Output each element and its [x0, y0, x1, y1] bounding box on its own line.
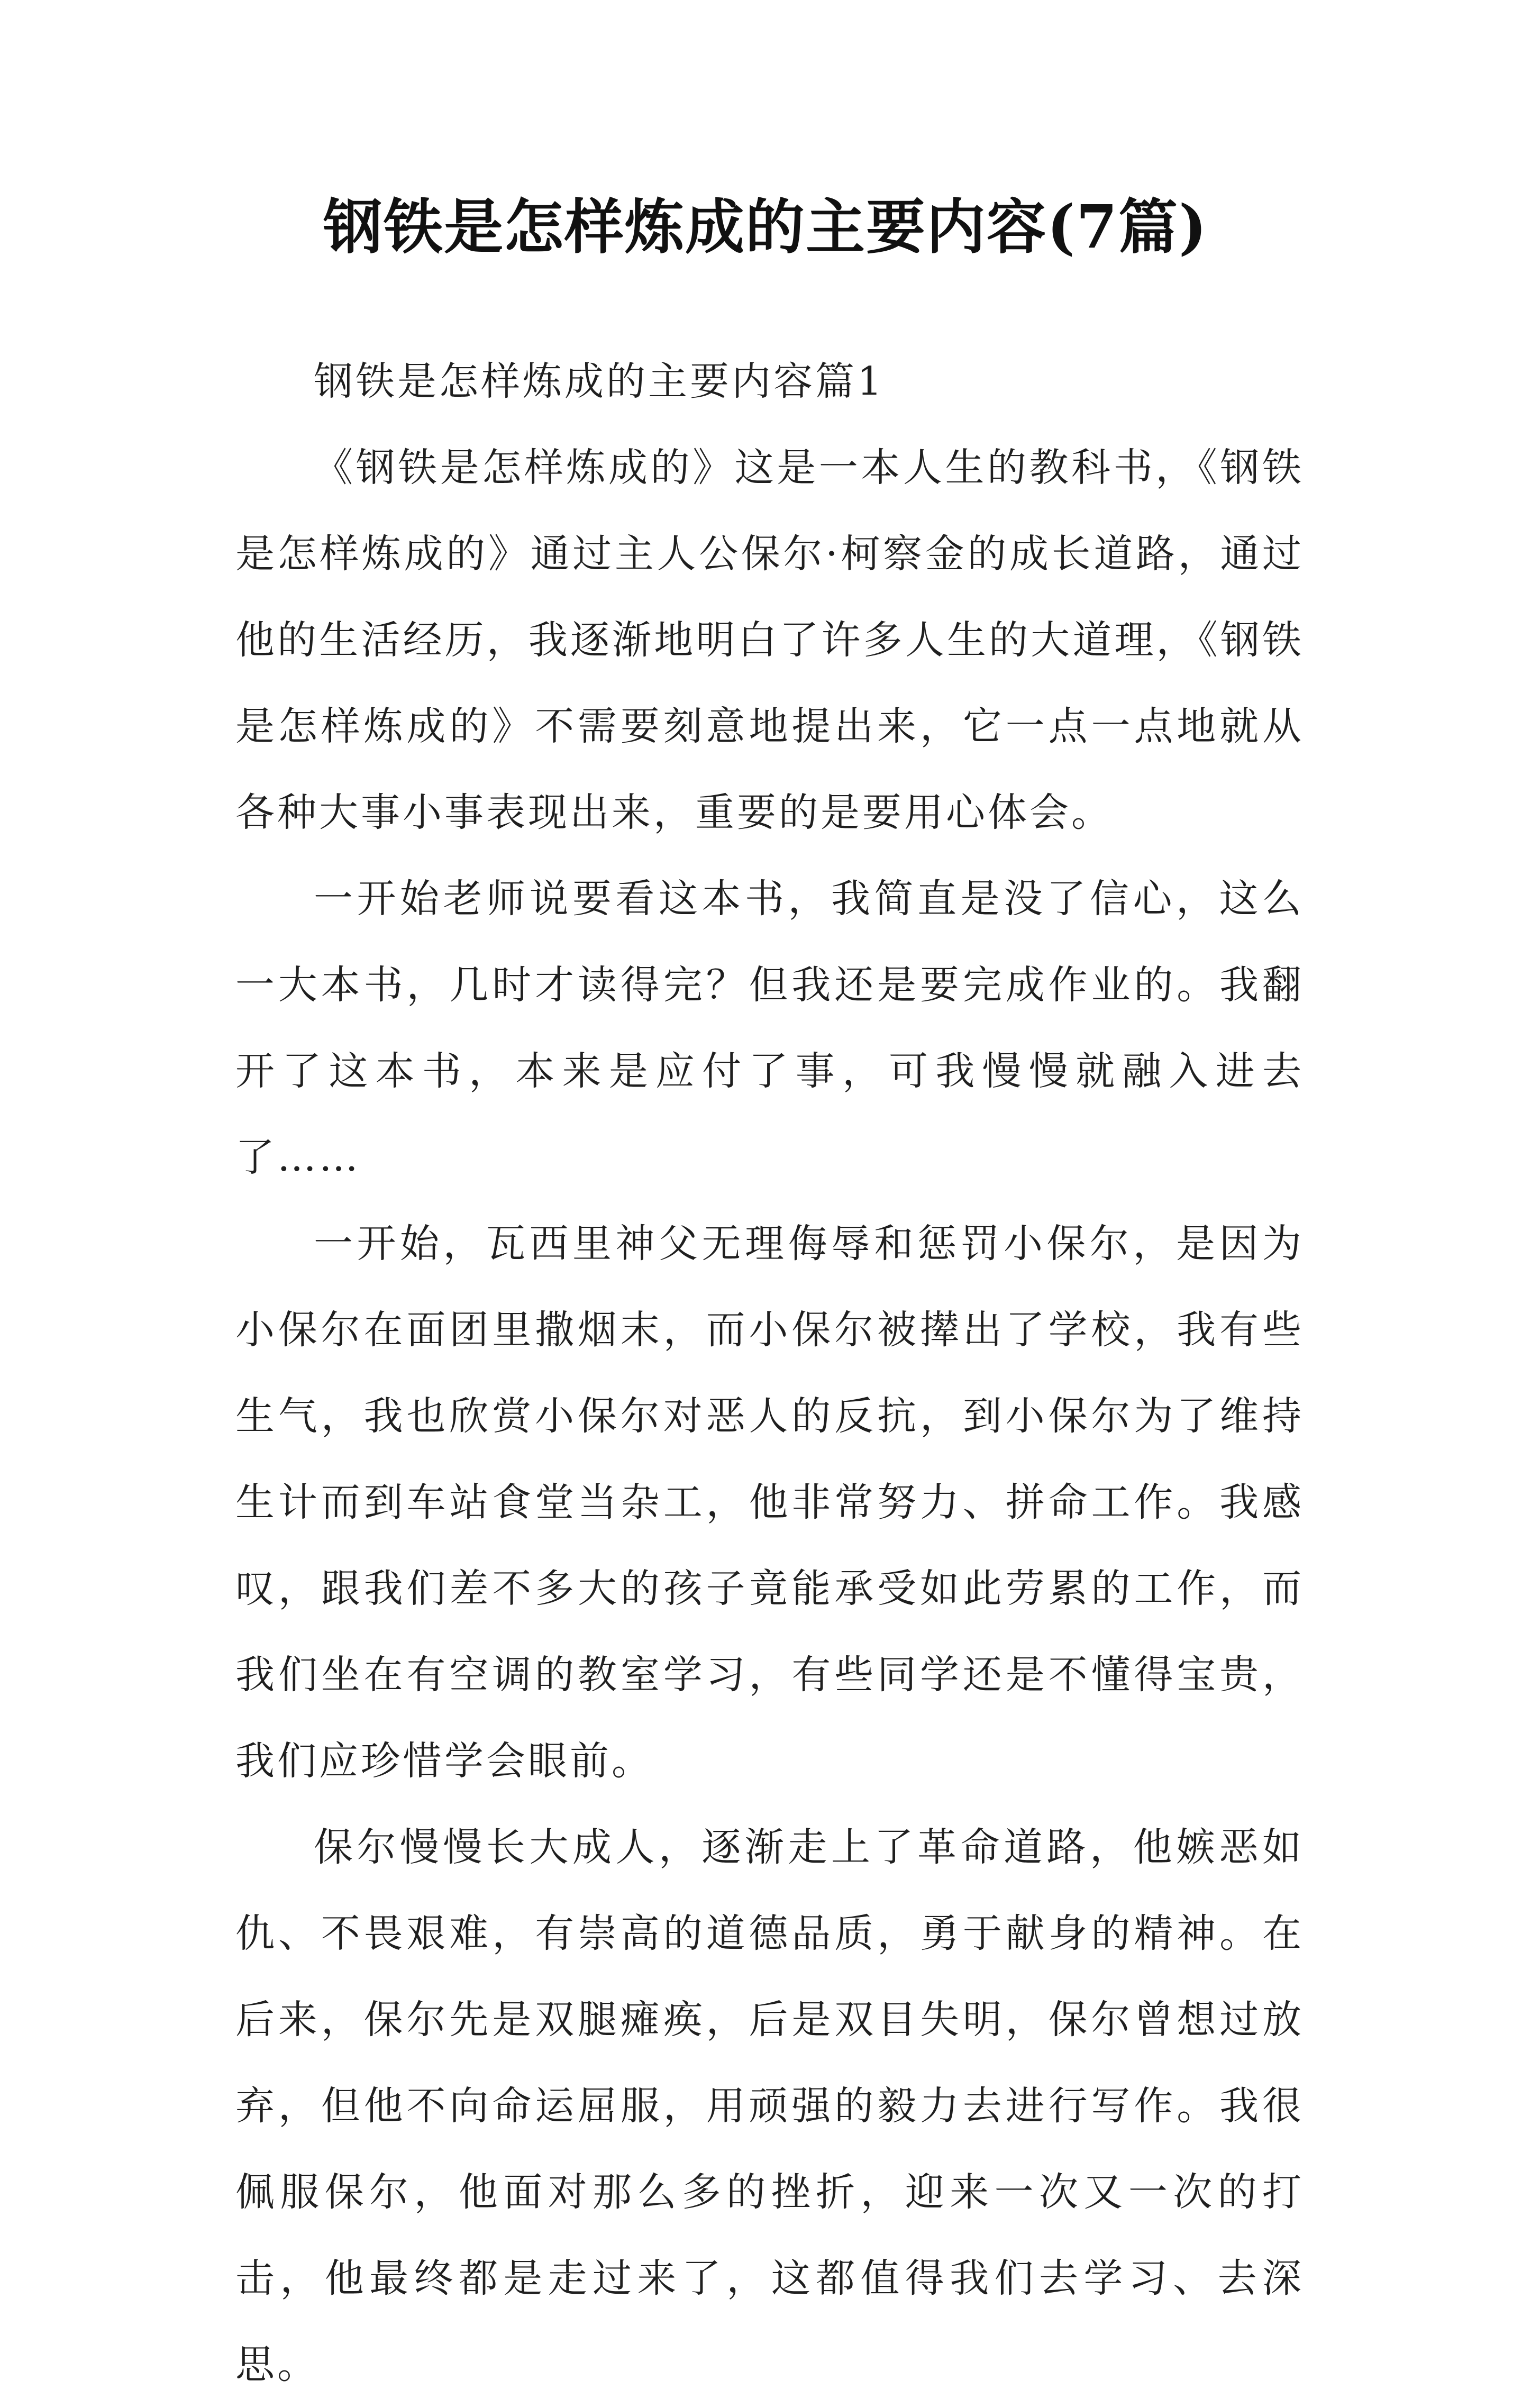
section-heading: 钢铁是怎样炼成的主要内容篇1 — [314, 359, 885, 404]
document-body — [235, 339, 1304, 2408]
paragraph-1: 《钢铁是怎样炼成的》这是一本人生的教科书，《钢铁是怎样炼成的》通过主人公保尔·柯察金的成长道路，通过他的生活经历，我逐渐地明白了许多人生的大道理，《钢铁是怎样炼成的》不需要刻意地提出来，它一点一点地就从各种大事小事表现出来，重要的是要用心体会。 — [235, 445, 1304, 835]
paragraph-3: 一开始，瓦西里神父无理侮辱和惩罚小保尔，是因为小保尔在面团里撒烟末，而小保尔被撵出了学校，我有些生气，我也欣赏小保尔对恶人的反抗，到小保尔为了维持生计而到车站食堂当杂工，他非常努力、拼命工作。我感叹，跟我们差不多大的孩子竟能承受如此劳累的工作，而我们坐在有空调的教室学习，有些同学还是不懂得宝贵，我们应珍惜学会眼前。 — [235, 1221, 1304, 1784]
paragraph-2: 一开始老师说要看这本书，我简直是没了信心，这么一大本书，几时才读得完？但我还是要完成作业的。我翻开了这本书，本来是应付了事，可我慢慢就融入进去了…… — [235, 876, 1304, 1180]
paragraph-4: 保尔慢慢长大成人，逐渐走上了革命道路，他嫉恶如仇、不畏艰难，有崇高的道德品质，勇于献身的精神。在后来，保尔先是双腿瘫痪，后是双目失明，保尔曾想过放弃，但他不向命运屈服，用顽强的毅力去进行写作。我很佩服保尔，他面对那么多的挫折，迎来一次又一次的打击，他最终都是走过来了，这都值得我们去学习、去深思。 — [235, 1825, 1304, 2387]
document-title: 钢铁是怎样炼成的主要内容(7篇) — [323, 193, 1208, 262]
